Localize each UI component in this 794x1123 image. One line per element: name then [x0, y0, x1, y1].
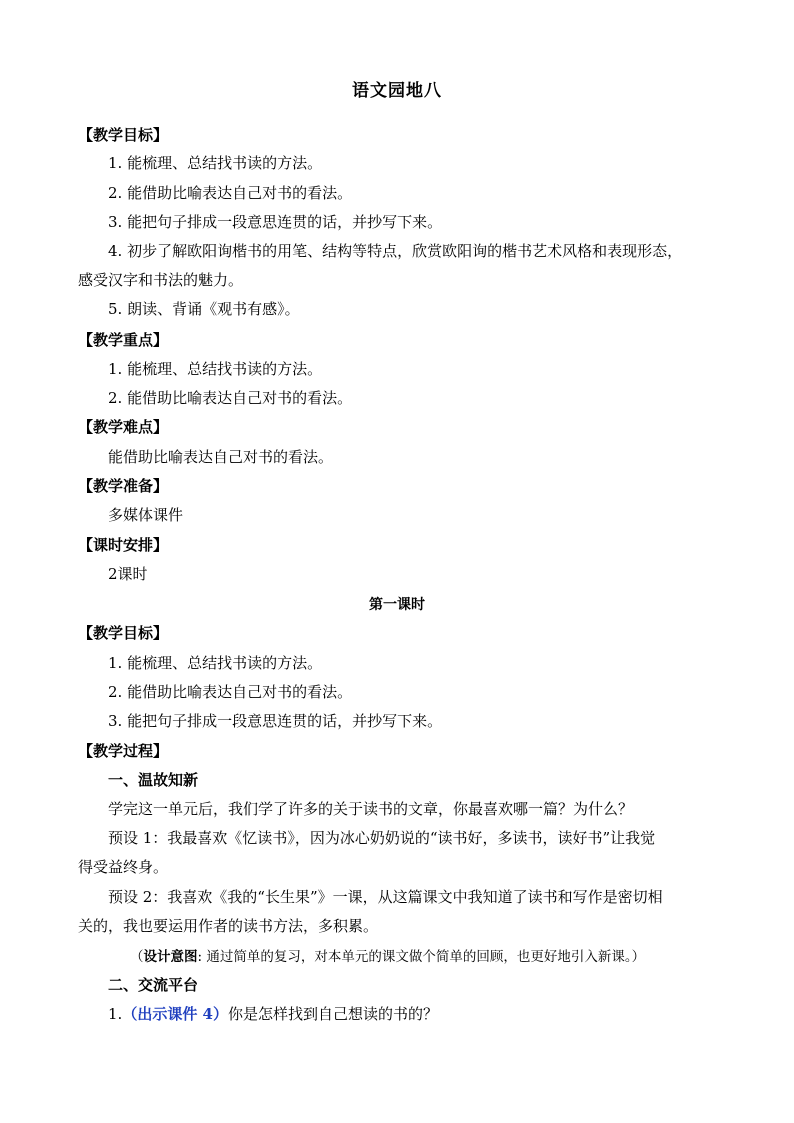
section-heading-goals: 【教学目标】	[78, 126, 169, 144]
goal-item: 4. 初步了解欧阳询楷书的用笔、结构等特点，欣赏欧阳询的楷书艺术风格和表现形态，	[108, 242, 683, 260]
goal-item: 1. 能梳理、总结找书读的方法。	[108, 154, 323, 172]
document-title: 语文园地八	[352, 81, 442, 101]
key-item: 1. 能梳理、总结找书读的方法。	[108, 360, 323, 378]
lesson-goal-item: 3. 能把句子排成一段意思连贯的话，并抄写下来。	[108, 712, 443, 730]
courseware-reference: （出示课件 4）	[122, 1005, 228, 1023]
schedule-text: 2课时	[108, 565, 148, 583]
difficulty-text: 能借助比喻表达自己对书的看法。	[108, 448, 334, 466]
goal-item-continued: 感受汉字和书法的魅力。	[78, 271, 244, 289]
step-heading-review: 一、温故知新	[108, 771, 199, 789]
goal-item: 3. 能把句子排成一段意思连贯的话，并抄写下来。	[108, 213, 443, 231]
preset-2-continued: 关的，我也要运用作者的读书方法，多积累。	[78, 917, 379, 935]
goal-item: 2. 能借助比喻表达自己对书的看法。	[108, 184, 353, 202]
step-heading-exchange: 二、交流平台	[108, 976, 199, 994]
design-open-paren: （	[130, 949, 144, 965]
design-intent-text: : 通过简单的复习，对本单元的课文做个简单的回顾，也更好地引入新课。）	[197, 949, 646, 965]
section-heading-goals-lesson: 【教学目标】	[78, 624, 169, 642]
lesson-goal-item: 1. 能梳理、总结找书读的方法。	[108, 654, 323, 672]
section-heading-process: 【教学过程】	[78, 742, 169, 760]
preset-1: 预设 1：我最喜欢《忆读书》，因为冰心奶奶说的“读书好，多读书，读好书”让我觉	[108, 829, 656, 847]
lesson-title: 第一课时	[369, 597, 425, 613]
section-heading-difficulty: 【教学难点】	[78, 418, 169, 436]
exchange-question	[108, 1003, 438, 1024]
lesson-goal-item: 2. 能借助比喻表达自己对书的看法。	[108, 683, 353, 701]
question-text: 你是怎样找到自己想读的书的？	[227, 1005, 438, 1023]
preparation-text: 多媒体课件	[108, 506, 184, 524]
section-heading-key: 【教学重点】	[78, 331, 169, 349]
goal-item: 5. 朗读、背诵《观书有感》。	[108, 300, 300, 318]
design-intent-note	[130, 945, 645, 965]
key-item: 2. 能借助比喻表达自己对书的看法。	[108, 389, 353, 407]
review-question: 学完这一单元后，我们学了许多的关于读书的文章，你最喜欢哪一篇？为什么？	[108, 800, 634, 818]
question-number: 1.	[108, 1005, 123, 1023]
design-intent-label: 设计意图	[143, 949, 198, 965]
section-heading-preparation: 【教学准备】	[78, 477, 169, 495]
preset-1-continued: 得受益终身。	[78, 858, 169, 876]
section-heading-schedule: 【课时安排】	[78, 536, 169, 554]
preset-2: 预设 2：我喜欢《我的“长生果”》一课，从这篇课文中我知道了读书和写作是密切相	[108, 888, 663, 906]
